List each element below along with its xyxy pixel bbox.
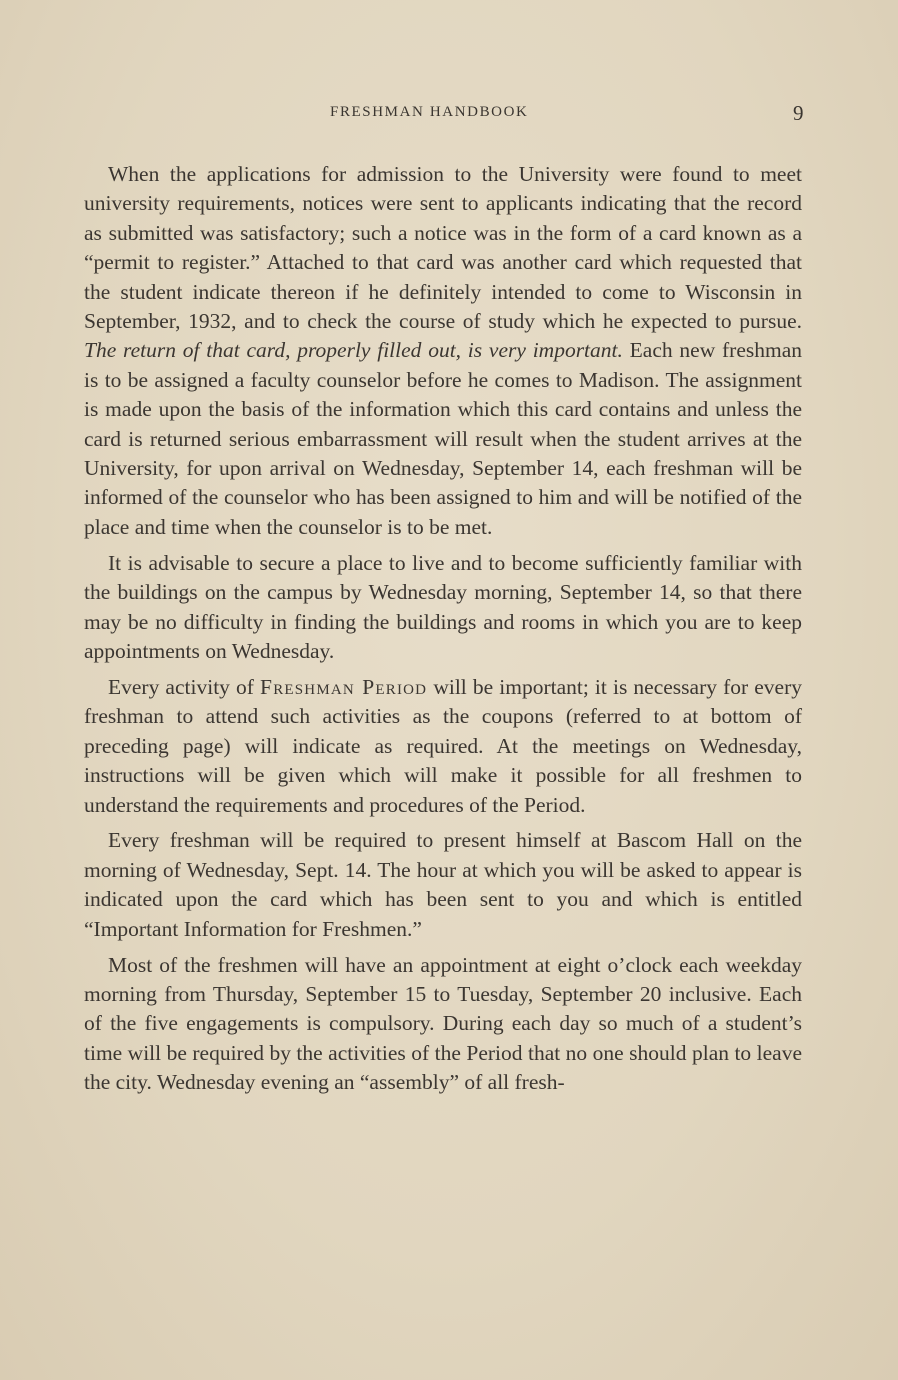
paragraph-text: Every activity of — [108, 674, 261, 699]
freshman-period-term: Freshman Period — [260, 674, 428, 699]
paragraph-text: When the applications for admission to the University were found to meet university requirements, notices were sent to applicants indicating that the record as submitted was satisfactory; such a notice was in the form of a card known as a “permit to register.” Attached to that card was another card which requested that the student indicate thereon if he definitely intended to come to Wisconsin in September, 1932, and to check the course of study which he expected to pursue. — [84, 162, 802, 334]
body-text — [84, 160, 802, 1104]
page-header — [0, 101, 898, 128]
paragraph-text: Every freshman will be required to present himself at Bascom Hall on the morning of Wednesday, Sept. 14. The hour at which you will be asked to appear is indicated upon the card which has been sent to you and which is entitled “Important Information for Freshmen.” — [84, 828, 802, 941]
emphasis-text: The return of that card, properly filled out, is very important. — [84, 338, 623, 363]
paragraph-text: Each new freshman is to be assigned a faculty counselor before he comes to Madison. The assignment is made upon the basis of the information which this card contains and unless the card is returned serious embarrassment will result when the student arrives at the University, for upon arrival on Wednesday, September 14, each freshman will be informed of the counselor who has been assigned to him and will be notified of the place and time when the counselor is to be met. — [84, 338, 802, 539]
paragraph-text: Most of the freshmen will have an appointment at eight o’clock each weekday morning from Thursday, September 15 to Tuesday, September 20 inclusive. Each of the five engagements is compulsory. During each day so much of a student’s time will be required by the activities of the Period that no one should plan to leave the city. Wednesday evening an “assembly” of all fresh- — [84, 952, 802, 1095]
paragraph-text: It is advisable to secure a place to live and to become sufficiently familiar with the buildings on the campus by Wednesday morning, September 14, so that there may be no difficulty in finding the buildings and rooms in which you are to keep appointments on Wednesday. — [84, 550, 802, 663]
running-title: FRESHMAN HANDBOOK — [330, 104, 529, 120]
paragraph-appointments — [84, 951, 802, 1098]
paragraph-bascom-hall — [84, 826, 802, 944]
page-number: 9 — [793, 101, 804, 125]
paragraph-text: will be important; it is necessary for every freshman to attend such activities as the coupons (referred to at bottom of preceding page) will indicate as required. At the meetings on Wednesday, instructions will be given which will make it possible for all freshmen to understand the requirements and procedures of the Period. — [84, 674, 802, 817]
paragraph-advisable — [84, 549, 802, 667]
paragraph-every-activity — [84, 673, 802, 820]
paragraph-applications — [84, 160, 802, 542]
